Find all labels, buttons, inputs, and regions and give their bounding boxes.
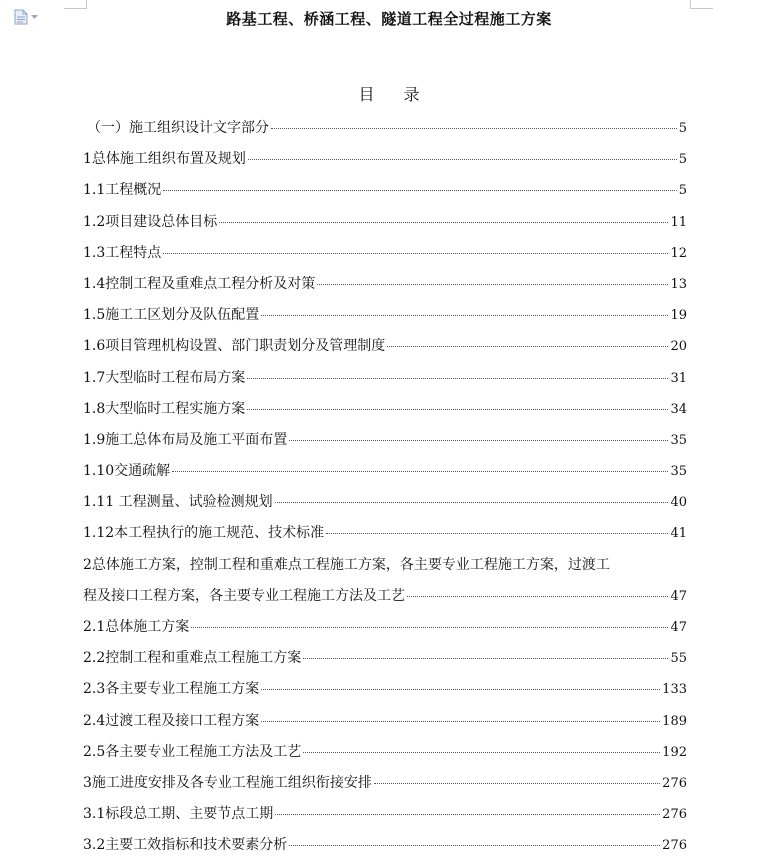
toc-leader-dots [407,596,668,597]
toc-leader-dots [219,222,668,223]
toc-leader-dots [247,409,668,410]
toc-entry-page: 34 [670,401,687,417]
toc-leader-dots [289,845,660,846]
toc-entry-page: 133 [662,682,687,698]
toc-entry-text: 1.8大型临时工程实施方案 [83,400,246,417]
toc-entry-page: 41 [670,526,687,542]
toc-entry-text: 1.3工程特点 [83,244,162,261]
toc-entry-page: 12 [670,245,687,261]
toc-entry-text: 1.5施工工区划分及队伍配置 [83,307,260,324]
toc-entry[interactable] [83,677,687,708]
toc-entry-text: 3.1标段总工期、主要节点工期 [83,806,274,823]
toc-entry-wrapped-line1[interactable] [83,553,687,584]
toc-leader-dots [289,440,668,441]
toc-entry-text: 1.9施工总体布局及施工平面布置 [83,431,288,448]
toc-entry-text: 1.2项目建设总体目标 [83,213,218,230]
toc-leader-dots [317,284,668,285]
toc-leader-dots [261,315,668,316]
toc-entry-text: 2.3各主要专业工程施工方案 [83,681,260,698]
table-of-contents [83,116,687,865]
toc-entry[interactable] [83,147,687,178]
toc-entry[interactable] [83,521,687,552]
toc-entry-text: 1总体施工组织布置及规划 [83,151,246,168]
toc-entry-page: 192 [662,744,687,760]
toc-entry-page: 276 [662,775,687,791]
toc-entry-page: 13 [670,276,687,292]
toc-entry[interactable] [83,740,687,771]
toc-entry[interactable] [83,116,687,147]
toc-entry-text: 1.10交通疏解 [83,463,171,480]
document-title: 路基工程、桥涵工程、隧道工程全过程施工方案 [226,10,552,28]
toc-entry[interactable] [83,272,687,303]
toc-entry-page: 35 [670,464,687,480]
toc-entry[interactable] [83,490,687,521]
toc-entry-page: 11 [670,214,687,230]
toc-leader-dots [247,378,668,379]
toc-entry-text: 1.11 工程测量、试验检测规划 [83,494,273,511]
toc-entry-page: 5 [678,183,687,199]
toc-entry[interactable] [83,646,687,677]
toc-entry-wrapped-line2[interactable] [83,584,687,615]
toc-leader-dots [248,159,677,160]
toc-entry[interactable] [83,303,687,334]
toc-entry[interactable] [83,459,687,490]
toc-entry[interactable] [83,615,687,646]
toc-entry-text: 1.7大型临时工程布局方案 [83,369,246,386]
toc-heading: 目 录 [358,85,432,104]
toc-leader-dots [326,533,668,534]
toc-entry-page: 5 [678,121,687,136]
toc-leader-dots [271,128,677,129]
toc-entry-text: 3施工进度安排及各专业工程施工组织衔接安排 [83,774,372,791]
toc-leader-dots [261,689,660,690]
toc-leader-dots [275,502,669,503]
toc-entry[interactable] [83,833,687,864]
toc-entry-text: （一）施工组织设计文字部分 [87,120,269,136]
toc-entry[interactable] [83,771,687,802]
toc-leader-dots [261,721,660,722]
toc-entry-page: 47 [670,588,687,604]
toc-entry-text: 2.5各主要专业工程施工方法及工艺 [83,743,302,760]
toc-entry-page: 47 [670,620,687,635]
toc-entry-text: 2.4过渡工程及接口工程方案 [83,712,260,729]
toc-entry[interactable] [83,178,687,209]
toc-entry[interactable] [83,210,687,241]
toc-entry-page: 189 [662,713,687,729]
toc-entry-text: 1.1工程概况 [83,182,162,199]
toc-entry-page: 35 [670,432,687,448]
toc-entry-page: 31 [670,370,687,386]
toc-leader-dots [303,752,660,753]
toc-entry-text: 2.1总体施工方案 [83,619,190,635]
toc-entry[interactable] [83,241,687,272]
toc-leader-dots [374,783,660,784]
toc-leader-dots [191,627,668,628]
toc-entry-page: 5 [678,152,687,168]
toc-entry-page: 20 [670,339,687,355]
toc-entry[interactable] [83,709,687,740]
toc-entry[interactable] [83,802,687,833]
toc-entry[interactable] [83,366,687,397]
toc-entry-page: 55 [670,651,687,667]
toc-entry-text: 1.6项目管理机构设置、部门职责划分及管理制度 [83,338,386,355]
toc-entry-text: 2总体施工方案，控制工程和重难点工程施工方案，各主要专业工程施工方案，过渡工 [83,556,610,573]
toc-entry-text: 1.4控制工程及重难点工程分析及对策 [83,275,316,292]
toc-entry-text: 2.2控制工程和重难点工程施工方案 [83,650,302,667]
toc-entry-text: 程及接口工程方案，各主要专业工程施工方法及工艺 [83,587,405,604]
toc-entry-text: 3.2主要工效指标和技术要素分析 [83,837,288,854]
toc-entry[interactable] [83,428,687,459]
toc-entry[interactable] [83,397,687,428]
toc-leader-dots [275,814,660,815]
toc-entry-page: 276 [662,807,687,823]
toc-entry-page: 276 [662,838,687,854]
toc-leader-dots [387,346,668,347]
toc-entry-text: 1.12本工程执行的施工规范、技术标准 [83,525,325,542]
toc-leader-dots [172,471,668,472]
toc-entry-page: 40 [670,495,687,511]
toc-entry[interactable] [83,334,687,365]
toc-leader-dots [163,190,676,191]
toc-leader-dots [303,658,668,659]
toc-leader-dots [163,253,668,254]
toc-entry-page: 19 [670,308,687,324]
